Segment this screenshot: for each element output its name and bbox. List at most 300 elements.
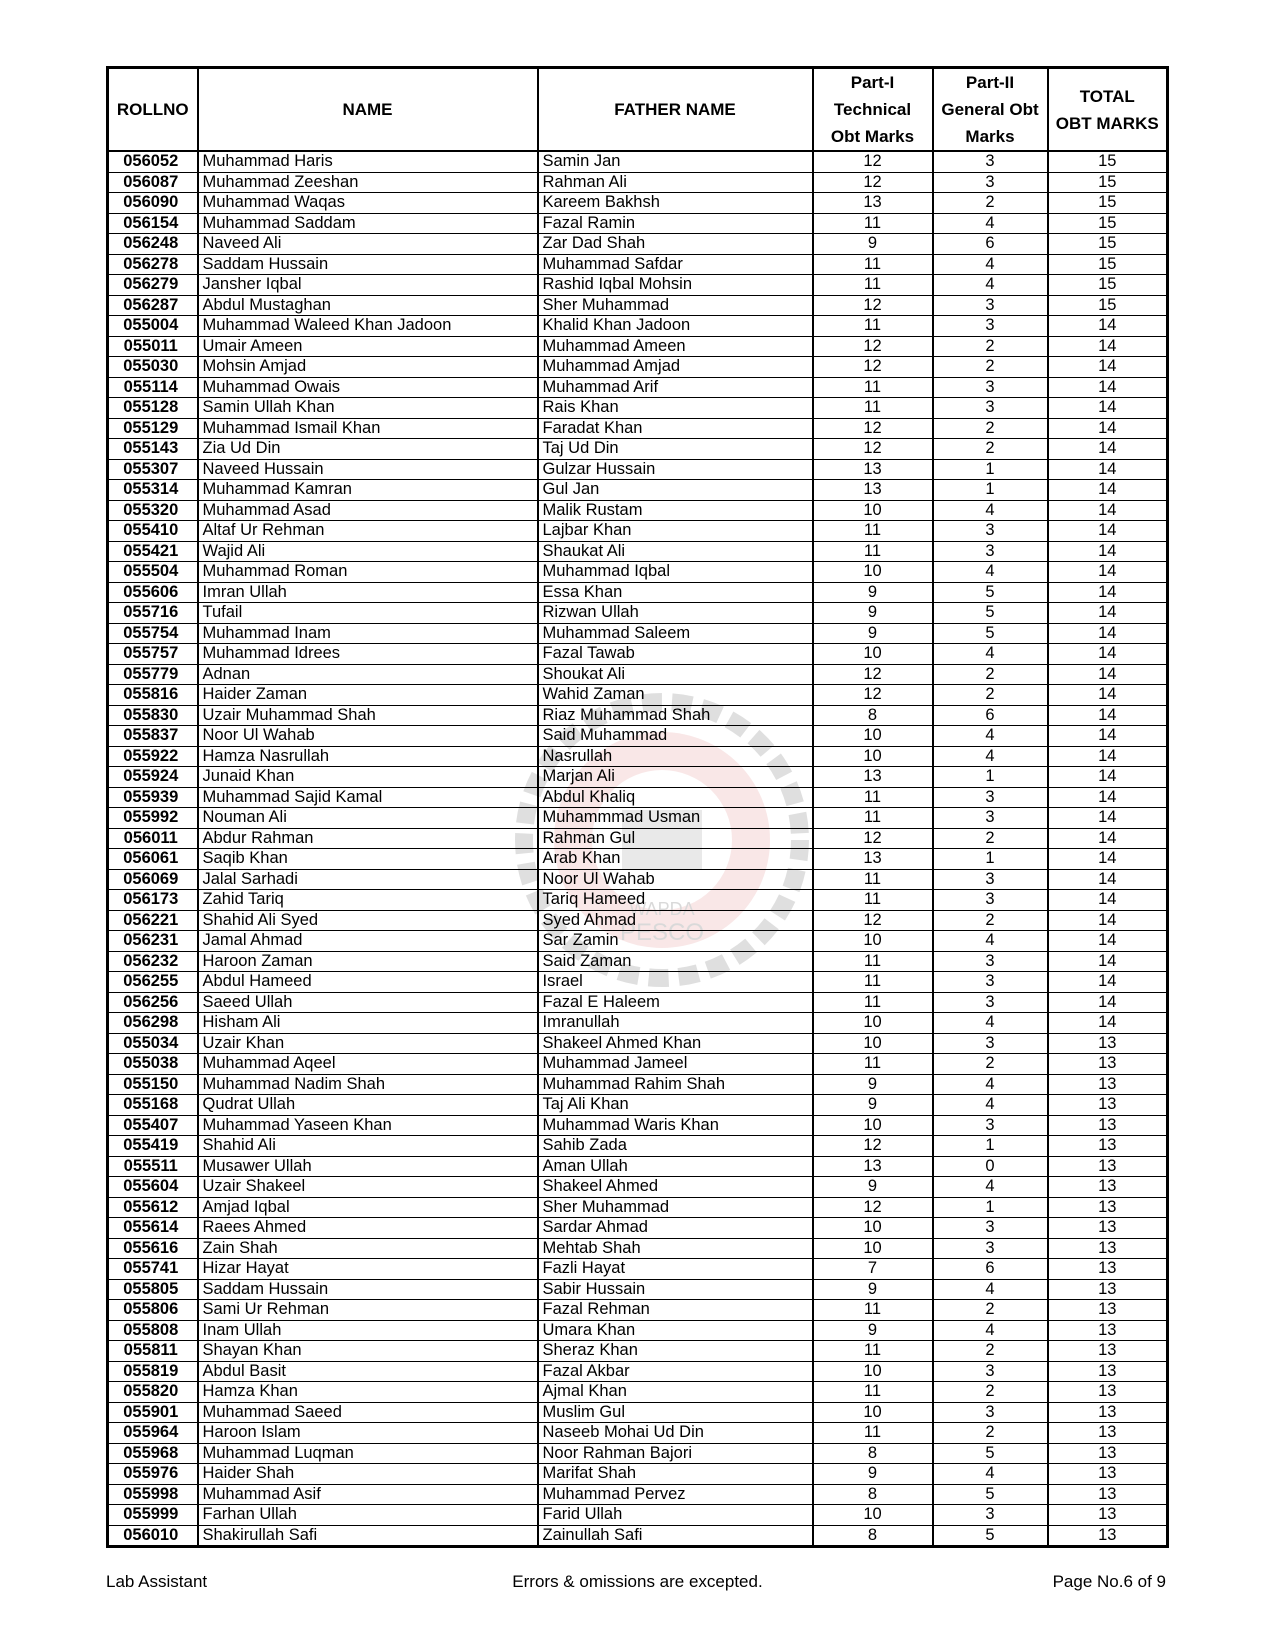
cell-total-marks: 14 [1048,828,1168,849]
cell-rollno: 055964 [108,1423,198,1444]
cell-total-marks: 14 [1048,685,1168,706]
cell-rollno: 056011 [108,828,198,849]
cell-total-marks: 14 [1048,787,1168,808]
cell-name: Muhammad Nadim Shah [198,1074,538,1095]
cell-total-marks: 14 [1048,316,1168,337]
cell-total-marks: 14 [1048,644,1168,665]
cell-part2-marks: 4 [933,644,1048,665]
cell-part1-marks: 12 [813,828,933,849]
cell-name: Saddam Hussain [198,254,538,275]
cell-name: Qudrat Ullah [198,1095,538,1116]
cell-rollno: 055992 [108,808,198,829]
cell-father-name: Malik Rustam [538,500,813,521]
cell-part1-marks: 10 [813,1115,933,1136]
cell-father-name: Said Muhammad [538,726,813,747]
cell-part1-marks: 10 [813,1013,933,1034]
cell-total-marks: 14 [1048,439,1168,460]
cell-part2-marks: 3 [933,951,1048,972]
cell-rollno: 055168 [108,1095,198,1116]
cell-name: Hisham Ali [198,1013,538,1034]
cell-name: Hamza Khan [198,1382,538,1403]
table-row [108,1218,1168,1239]
cell-rollno: 055114 [108,377,198,398]
table-row [108,1402,1168,1423]
cell-part2-marks: 3 [933,1238,1048,1259]
cell-total-marks: 14 [1048,357,1168,378]
table-row [108,1484,1168,1505]
cell-father-name: Muhammmad Usman [538,808,813,829]
cell-father-name: Riaz Muhammad Shah [538,705,813,726]
cell-name: Jalal Sarhadi [198,869,538,890]
results-table [106,66,1169,1548]
cell-father-name: Muhammad Saleem [538,623,813,644]
cell-rollno: 055143 [108,439,198,460]
cell-rollno: 055004 [108,316,198,337]
table-row [108,1013,1168,1034]
cell-rollno: 056221 [108,910,198,931]
cell-part1-marks: 9 [813,1095,933,1116]
cell-part1-marks: 9 [813,1279,933,1300]
cell-rollno: 055830 [108,705,198,726]
table-row [108,931,1168,952]
cell-rollno: 056087 [108,172,198,193]
cell-part2-marks: 6 [933,1259,1048,1280]
cell-total-marks: 14 [1048,746,1168,767]
cell-name: Zia Ud Din [198,439,538,460]
svg-text:WAPDA: WAPDA [629,899,695,919]
cell-name: Abdul Mustaghan [198,295,538,316]
cell-name: Abdul Basit [198,1361,538,1382]
cell-father-name: Fazal Rehman [538,1300,813,1321]
table-row [108,1525,1168,1547]
cell-name: Muhammad Ismail Khan [198,418,538,439]
cell-part2-marks: 4 [933,1279,1048,1300]
cell-rollno: 055407 [108,1115,198,1136]
cell-part1-marks: 9 [813,234,933,255]
cell-rollno: 056279 [108,275,198,296]
cell-father-name: Shakeel Ahmed [538,1177,813,1198]
cell-father-name: Fazal Akbar [538,1361,813,1382]
cell-part2-marks: 4 [933,931,1048,952]
table-row [108,193,1168,214]
cell-name: Uzair Shakeel [198,1177,538,1198]
cell-part2-marks: 4 [933,1320,1048,1341]
cell-total-marks: 13 [1048,1136,1168,1157]
table-row [108,1177,1168,1198]
cell-father-name: Lajbar Khan [538,521,813,542]
cell-total-marks: 13 [1048,1464,1168,1485]
header-total-line: OBT MARKS [1055,113,1159,133]
cell-name: Amjad Iqbal [198,1197,538,1218]
table-row [108,480,1168,501]
cell-part2-marks: 5 [933,582,1048,603]
cell-part2-marks: 1 [933,459,1048,480]
cell-total-marks: 14 [1048,767,1168,788]
cell-rollno: 056287 [108,295,198,316]
cell-name: Haider Shah [198,1464,538,1485]
cell-part2-marks: 4 [933,213,1048,234]
cell-name: Inam Ullah [198,1320,538,1341]
cell-name: Muhammad Idrees [198,644,538,665]
cell-part2-marks: 2 [933,336,1048,357]
cell-name: Shahid Ali Syed [198,910,538,931]
cell-rollno: 055504 [108,562,198,583]
cell-name: Muhammad Zeeshan [198,172,538,193]
cell-name: Abdul Hameed [198,972,538,993]
header-part1-line: Part-I [850,73,895,92]
cell-rollno: 055150 [108,1074,198,1095]
cell-part2-marks: 3 [933,869,1048,890]
cell-rollno: 055808 [108,1320,198,1341]
table-row [108,541,1168,562]
cell-father-name: Rahman Gul [538,828,813,849]
table-row [108,1464,1168,1485]
cell-rollno: 056173 [108,890,198,911]
cell-rollno: 055837 [108,726,198,747]
table-row [108,1033,1168,1054]
cell-part1-marks: 10 [813,1402,933,1423]
cell-total-marks: 14 [1048,726,1168,747]
cell-part2-marks: 3 [933,1033,1048,1054]
cell-rollno: 055038 [108,1054,198,1075]
table-row [108,972,1168,993]
cell-total-marks: 14 [1048,541,1168,562]
cell-name: Muhammad Roman [198,562,538,583]
cell-father-name: Muhammad Ameen [538,336,813,357]
cell-rollno: 055976 [108,1464,198,1485]
header-total [1048,68,1168,152]
cell-part1-marks: 12 [813,664,933,685]
cell-rollno: 056278 [108,254,198,275]
table-row [108,213,1168,234]
cell-total-marks: 14 [1048,582,1168,603]
cell-total-marks: 13 [1048,1382,1168,1403]
cell-total-marks: 13 [1048,1074,1168,1095]
cell-part1-marks: 13 [813,849,933,870]
cell-name: Hamza Nasrullah [198,746,538,767]
cell-father-name: Said Zaman [538,951,813,972]
cell-total-marks: 13 [1048,1525,1168,1547]
cell-total-marks: 14 [1048,808,1168,829]
cell-total-marks: 13 [1048,1218,1168,1239]
cell-part1-marks: 10 [813,1218,933,1239]
footer-page-number: Page No.6 of 9 [1052,1572,1166,1591]
header-part2-line: Part-II [965,73,1015,92]
svg-text:PESCO: PESCO [619,919,705,946]
cell-rollno: 055320 [108,500,198,521]
cell-name: Muhammad Kamran [198,480,538,501]
table-row [108,1382,1168,1403]
cell-father-name: Sar Zamin [538,931,813,952]
cell-part2-marks: 3 [933,316,1048,337]
table-row [108,1238,1168,1259]
cell-father-name: Umara Khan [538,1320,813,1341]
cell-total-marks: 15 [1048,193,1168,214]
cell-rollno: 056061 [108,849,198,870]
cell-total-marks: 13 [1048,1484,1168,1505]
table-row [108,890,1168,911]
cell-name: Hizar Hayat [198,1259,538,1280]
cell-name: Muhammad Owais [198,377,538,398]
cell-name: Wajid Ali [198,541,538,562]
cell-rollno: 055606 [108,582,198,603]
cell-total-marks: 14 [1048,398,1168,419]
table-row [108,1300,1168,1321]
cell-total-marks: 14 [1048,849,1168,870]
cell-total-marks: 14 [1048,1013,1168,1034]
cell-name: Saddam Hussain [198,1279,538,1300]
table-row [108,623,1168,644]
table-row [108,869,1168,890]
cell-name: Noor Ul Wahab [198,726,538,747]
cell-rollno: 055307 [108,459,198,480]
cell-part2-marks: 4 [933,1177,1048,1198]
cell-total-marks: 13 [1048,1505,1168,1526]
cell-rollno: 055968 [108,1443,198,1464]
cell-part1-marks: 12 [813,910,933,931]
table-row [108,910,1168,931]
cell-part2-marks: 2 [933,1300,1048,1321]
cell-part2-marks: 4 [933,500,1048,521]
cell-rollno: 055757 [108,644,198,665]
cell-name: Tufail [198,603,538,624]
cell-part2-marks: 3 [933,1218,1048,1239]
cell-name: Muhammad Yaseen Khan [198,1115,538,1136]
cell-rollno: 056069 [108,869,198,890]
cell-part2-marks: 2 [933,1423,1048,1444]
cell-rollno: 056052 [108,151,198,172]
table-row [108,787,1168,808]
table-row [108,828,1168,849]
table-row [108,951,1168,972]
table-row [108,151,1168,172]
cell-father-name: Sher Muhammad [538,1197,813,1218]
cell-part2-marks: 6 [933,234,1048,255]
cell-rollno: 055924 [108,767,198,788]
cell-part1-marks: 8 [813,705,933,726]
header-part2-line: Marks [965,127,1015,146]
table-row [108,685,1168,706]
cell-father-name: Muhammad Iqbal [538,562,813,583]
cell-name: Junaid Khan [198,767,538,788]
header-father-name: FATHER NAME [538,68,813,152]
cell-total-marks: 14 [1048,603,1168,624]
cell-part1-marks: 11 [813,398,933,419]
table-row [108,275,1168,296]
cell-total-marks: 14 [1048,521,1168,542]
cell-part1-marks: 12 [813,1197,933,1218]
cell-father-name: Imranullah [538,1013,813,1034]
cell-total-marks: 14 [1048,623,1168,644]
cell-rollno: 055314 [108,480,198,501]
table-row [108,1197,1168,1218]
table-row [108,1136,1168,1157]
cell-name: Shakirullah Safi [198,1525,538,1547]
cell-total-marks: 14 [1048,910,1168,931]
cell-part2-marks: 3 [933,1505,1048,1526]
cell-total-marks: 14 [1048,931,1168,952]
header-rollno: ROLLNO [108,68,198,152]
footer-left: Lab Assistant [106,1572,208,1591]
cell-part2-marks: 3 [933,398,1048,419]
cell-part2-marks: 0 [933,1156,1048,1177]
cell-rollno: 055819 [108,1361,198,1382]
header-part2-line: General Obt [941,100,1039,119]
table-row [108,1156,1168,1177]
cell-father-name: Marjan Ali [538,767,813,788]
cell-part1-marks: 7 [813,1259,933,1280]
cell-part1-marks: 11 [813,213,933,234]
cell-rollno: 056256 [108,992,198,1013]
cell-name: Raees Ahmed [198,1218,538,1239]
cell-total-marks: 13 [1048,1320,1168,1341]
cell-father-name: Gul Jan [538,480,813,501]
cell-part2-marks: 2 [933,685,1048,706]
cell-name: Imran Ullah [198,582,538,603]
cell-total-marks: 15 [1048,254,1168,275]
cell-part1-marks: 10 [813,1033,933,1054]
cell-part1-marks: 10 [813,931,933,952]
cell-part1-marks: 11 [813,541,933,562]
header-part1-line: Obt Marks [830,127,915,146]
cell-part2-marks: 3 [933,295,1048,316]
cell-total-marks: 13 [1048,1156,1168,1177]
cell-rollno: 055999 [108,1505,198,1526]
cell-father-name: Fazal E Haleem [538,992,813,1013]
cell-father-name: Khalid Khan Jadoon [538,316,813,337]
cell-part1-marks: 11 [813,869,933,890]
cell-rollno: 055741 [108,1259,198,1280]
table-row [108,1074,1168,1095]
cell-total-marks: 14 [1048,951,1168,972]
cell-part2-marks: 1 [933,480,1048,501]
cell-part1-marks: 9 [813,1177,933,1198]
cell-rollno: 055805 [108,1279,198,1300]
cell-father-name: Zainullah Safi [538,1525,813,1547]
cell-rollno: 055604 [108,1177,198,1198]
table-row [108,500,1168,521]
cell-part2-marks: 5 [933,1484,1048,1505]
cell-father-name: Noor Ul Wahab [538,869,813,890]
cell-name: Mohsin Amjad [198,357,538,378]
cell-rollno: 055811 [108,1341,198,1362]
cell-name: Saeed Ullah [198,992,538,1013]
cell-father-name: Essa Khan [538,582,813,603]
cell-name: Muhammad Luqman [198,1443,538,1464]
cell-father-name: Shoukat Ali [538,664,813,685]
cell-rollno: 055901 [108,1402,198,1423]
cell-part1-marks: 10 [813,726,933,747]
cell-father-name: Fazli Hayat [538,1259,813,1280]
cell-total-marks: 14 [1048,480,1168,501]
cell-total-marks: 13 [1048,1341,1168,1362]
table-row [108,459,1168,480]
cell-name: Uzair Khan [198,1033,538,1054]
table-row [108,849,1168,870]
cell-total-marks: 13 [1048,1115,1168,1136]
cell-part1-marks: 9 [813,582,933,603]
table-row [108,234,1168,255]
cell-total-marks: 14 [1048,500,1168,521]
cell-name: Muhammad Haris [198,151,538,172]
cell-father-name: Muhammad Rahim Shah [538,1074,813,1095]
cell-part1-marks: 12 [813,357,933,378]
cell-rollno: 055128 [108,398,198,419]
cell-name: Muhammad Saddam [198,213,538,234]
cell-part2-marks: 2 [933,828,1048,849]
cell-name: Samin Ullah Khan [198,398,538,419]
cell-father-name: Taj Ali Khan [538,1095,813,1116]
table-row [108,767,1168,788]
cell-total-marks: 13 [1048,1095,1168,1116]
table-row [108,726,1168,747]
cell-father-name: Israel [538,972,813,993]
cell-father-name: Wahid Zaman [538,685,813,706]
cell-part2-marks: 3 [933,541,1048,562]
cell-father-name: Muhammad Pervez [538,1484,813,1505]
cell-rollno: 055939 [108,787,198,808]
cell-name: Naveed Hussain [198,459,538,480]
table-row [108,1423,1168,1444]
cell-rollno: 056010 [108,1525,198,1547]
cell-part1-marks: 11 [813,254,933,275]
cell-part1-marks: 12 [813,295,933,316]
cell-part1-marks: 11 [813,1300,933,1321]
cell-rollno: 055511 [108,1156,198,1177]
cell-part1-marks: 11 [813,808,933,829]
cell-total-marks: 13 [1048,1361,1168,1382]
cell-rollno: 055419 [108,1136,198,1157]
cell-total-marks: 13 [1048,1423,1168,1444]
cell-part1-marks: 12 [813,439,933,460]
cell-part1-marks: 10 [813,562,933,583]
cell-total-marks: 15 [1048,295,1168,316]
cell-total-marks: 14 [1048,562,1168,583]
cell-part2-marks: 3 [933,808,1048,829]
cell-father-name: Fazal Ramin [538,213,813,234]
cell-part1-marks: 11 [813,992,933,1013]
cell-father-name: Muhammad Amjad [538,357,813,378]
cell-part2-marks: 1 [933,849,1048,870]
cell-total-marks: 13 [1048,1033,1168,1054]
cell-total-marks: 15 [1048,172,1168,193]
cell-father-name: Rizwan Ullah [538,603,813,624]
cell-name: Umair Ameen [198,336,538,357]
cell-rollno: 055922 [108,746,198,767]
cell-name: Uzair Muhammad Shah [198,705,538,726]
cell-part1-marks: 9 [813,1464,933,1485]
table-row [108,439,1168,460]
table-row [108,398,1168,419]
cell-part2-marks: 3 [933,787,1048,808]
cell-part2-marks: 4 [933,1464,1048,1485]
cell-total-marks: 13 [1048,1238,1168,1259]
cell-father-name: Naseeb Mohai Ud Din [538,1423,813,1444]
cell-father-name: Faradat Khan [538,418,813,439]
cell-part1-marks: 10 [813,644,933,665]
cell-father-name: Kareem Bakhsh [538,193,813,214]
cell-father-name: Rais Khan [538,398,813,419]
cell-father-name: Gulzar Hussain [538,459,813,480]
cell-part2-marks: 6 [933,705,1048,726]
cell-total-marks: 13 [1048,1054,1168,1075]
cell-rollno: 055716 [108,603,198,624]
cell-name: Muhammad Waqas [198,193,538,214]
cell-father-name: Shakeel Ahmed Khan [538,1033,813,1054]
cell-part2-marks: 2 [933,357,1048,378]
table-row [108,1259,1168,1280]
cell-rollno: 055806 [108,1300,198,1321]
